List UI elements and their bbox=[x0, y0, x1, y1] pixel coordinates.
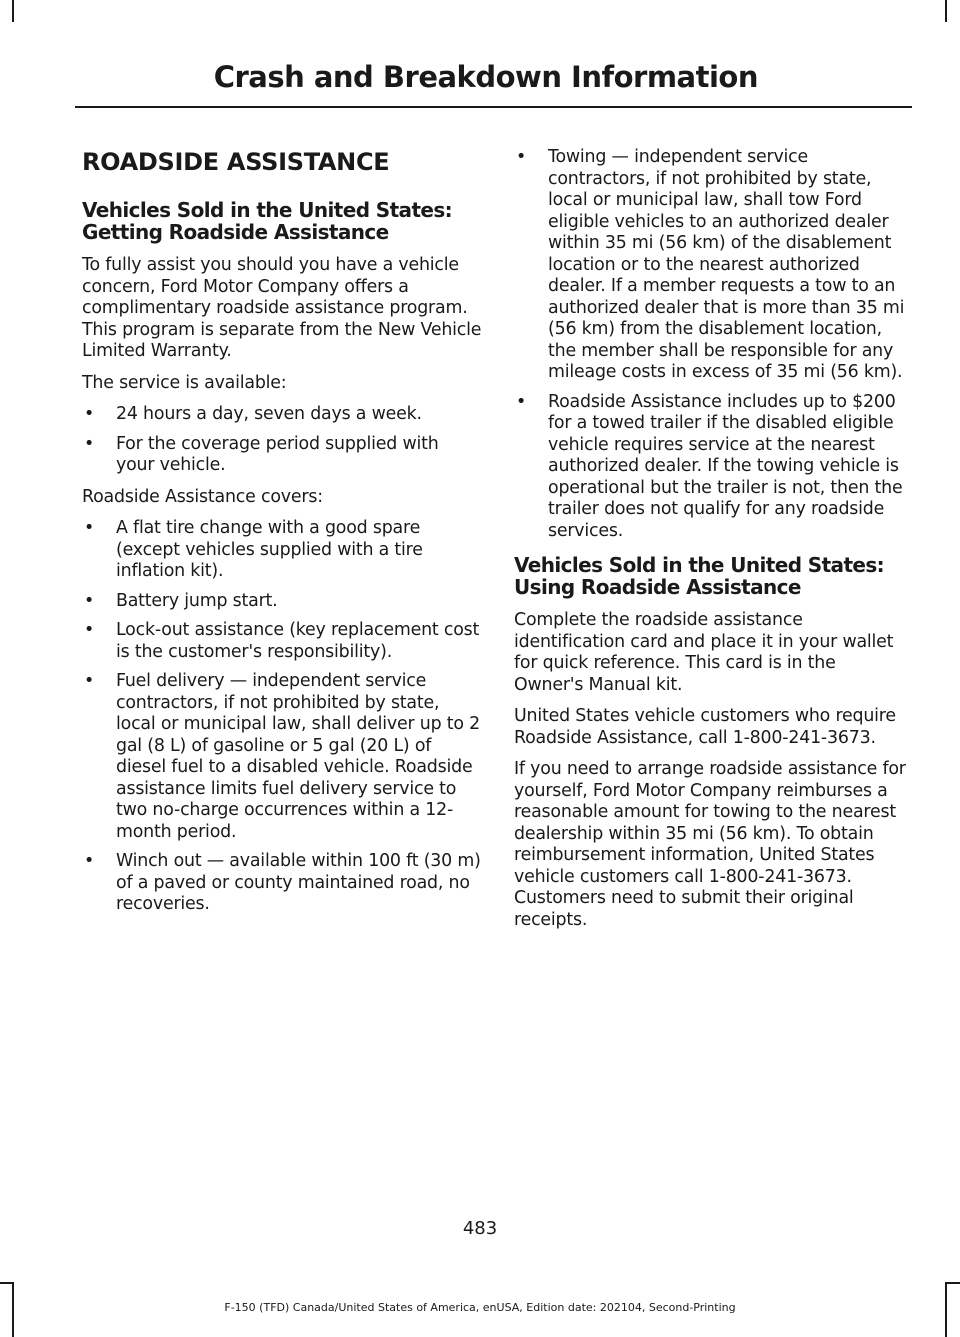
paragraph-card: Complete the roadside assistance identification card and place it in your wallet for quick reference. This card is in the Owner's Manual kit. bbox=[514, 610, 894, 695]
list-item: • Battery jump start. bbox=[84, 590, 278, 611]
list-item: • 24 hours a day, seven days a week. bbox=[84, 404, 422, 424]
list-item: • Fuel delivery — independent service contractors, if not prohibited by state, local or municipal law, shall deliver up to 2 gal (8 L) of gasoline or 5 gal (20 L) of diesel fuel to a disabled vehicle. Roadside assistance limits fuel delivery service to two no-charge occurrences within a 12-month period. bbox=[84, 671, 481, 842]
covers-label: Roadside Assistance covers: bbox=[82, 486, 323, 507]
list-item: • Winch out — available within 100 ft (30 m) of a paved or county maintained road, no recoveries. bbox=[84, 851, 481, 914]
bullet-icon: • bbox=[84, 433, 95, 454]
page-header-title: Crash and Breakdown Information bbox=[213, 60, 758, 94]
covers-list bbox=[82, 518, 482, 916]
paragraph-reimburse: If you need to arrange roadside assistance for yourself, Ford Motor Company reimburses a reasonable amount for towing to the nearest dealership within 35 mi (56 km). To obtain reimbursement information, United States vehicle customers call 1-800-241-3673. Customers need to submit their original receipts. bbox=[514, 759, 906, 930]
paragraph-call: United States vehicle customers who require Roadside Assistance, call 1-800-241-3673. bbox=[514, 706, 896, 748]
availability-label: The service is available: bbox=[82, 372, 287, 393]
list-item: • Towing — independent service contractors, if not prohibited by state, local or municipal law, shall tow Ford eligible vehicles to an authorized dealer within 35 mi (56 km) of the disablement location or to the nearest authorized dealer. If a member requests a tow to an authorized dealer that is more than 35 mi (56 km) from the disablement location, the member shall be responsible for any mileage costs in excess of 35 mi (56 km). bbox=[516, 147, 905, 382]
section-heading: ROADSIDE ASSISTANCE bbox=[82, 148, 390, 176]
left-column bbox=[82, 147, 482, 926]
footer-edition-info: F-150 (TFD) Canada/United States of America, enUSA, Edition date: 202104, Second-Printing bbox=[224, 1301, 736, 1314]
page-number: 483 bbox=[462, 1218, 498, 1239]
covers-list-continued bbox=[514, 147, 908, 542]
bullet-icon: • bbox=[84, 404, 95, 424]
bullet-icon: • bbox=[84, 590, 95, 611]
bullet-icon: • bbox=[84, 620, 95, 640]
availability-list bbox=[82, 404, 482, 477]
bullet-icon: • bbox=[84, 518, 95, 538]
header-divider bbox=[75, 106, 912, 108]
list-item: • Lock-out assistance (key replacement cost is the customer's responsibility). bbox=[84, 620, 480, 662]
subsection-heading-getting: Vehicles Sold in the United States: Getting Roadside Assistance bbox=[82, 198, 453, 244]
right-column bbox=[514, 147, 908, 941]
crop-mark-top-left bbox=[12, 0, 14, 22]
list-item: • A flat tire change with a good spare (except vehicles supplied with a tire inflation kit). bbox=[84, 518, 423, 581]
bullet-icon: • bbox=[84, 671, 95, 691]
crop-mark-bottom-left-h bbox=[0, 1282, 14, 1284]
list-item: • Roadside Assistance includes up to $200 for a towed trailer if the disabled eligible vehicle requires service at the nearest authorized dealer. If the towing vehicle is operational but the trailer is not, then the trailer does not qualify for any roadside services. bbox=[516, 391, 903, 541]
bullet-icon: • bbox=[516, 147, 527, 167]
crop-mark-bottom-right-h bbox=[945, 1282, 960, 1284]
subsection-heading-using: Vehicles Sold in the United States: Using Roadside Assistance bbox=[514, 553, 885, 599]
bullet-icon: • bbox=[84, 851, 95, 871]
bullet-icon: • bbox=[516, 391, 527, 412]
crop-mark-top-right bbox=[945, 0, 947, 22]
intro-paragraph: To fully assist you should you have a vehicle concern, Ford Motor Company offers a complimentary roadside assistance program. This program is separate from the New Vehicle Limited Warranty. bbox=[82, 255, 482, 361]
list-item: • For the coverage period supplied with your vehicle. bbox=[84, 433, 439, 475]
